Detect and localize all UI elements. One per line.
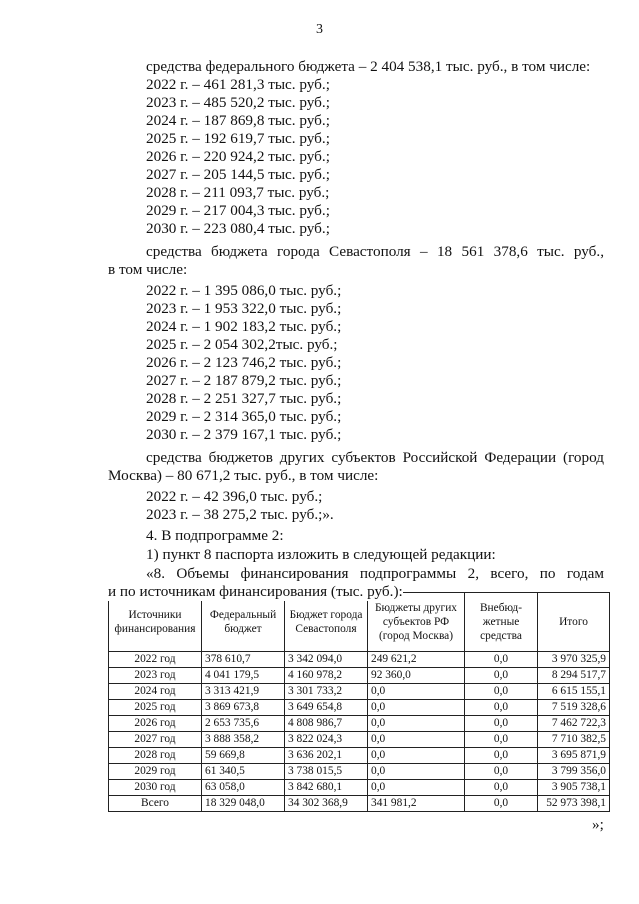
table-cell: 0,0	[465, 780, 538, 796]
federal-budget-header: средства федерального бюджета – 2 404 538,1 тыс. руб., в том числе:	[146, 58, 591, 75]
table-cell: 18 329 048,0	[202, 796, 285, 812]
federal-year-line: 2026 г. – 220 924,2 тыс. руб.;	[146, 148, 330, 165]
table-cell: 0,0	[368, 700, 465, 716]
table-cell: 61 340,5	[202, 764, 285, 780]
table-cell: 3 636 202,1	[285, 748, 368, 764]
sevastopol-budget-header-cont: в том числе:	[108, 261, 188, 278]
table-cell: 8 294 517,7	[538, 668, 610, 684]
table-cell: 341 981,2	[368, 796, 465, 812]
table-cell: 0,0	[368, 716, 465, 732]
other-year-line: 2022 г. – 42 396,0 тыс. руб.;	[146, 488, 323, 505]
table-cell: 3 869 673,8	[202, 700, 285, 716]
sevastopol-year-line: 2025 г. – 2 054 302,2тыс. руб.;	[146, 336, 338, 353]
table-row	[109, 780, 610, 796]
sevastopol-year-line: 2029 г. – 2 314 365,0 тыс. руб.;	[146, 408, 342, 425]
other-subjects-header-cont: Москва) – 80 671,2 тыс. руб., в том числе:	[108, 467, 379, 484]
table-cell: 59 669,8	[202, 748, 285, 764]
table-cell: 2025 год	[109, 700, 202, 716]
table-cell: 2027 год	[109, 732, 202, 748]
sevastopol-budget-header: средства бюджета города Севастополя – 18 561 378,6 тыс. руб.,	[146, 243, 604, 260]
federal-year-line: 2030 г. – 223 080,4 тыс. руб.;	[146, 220, 330, 237]
federal-year-line: 2024 г. – 187 869,8 тыс. руб.;	[146, 112, 330, 129]
table-row	[109, 684, 610, 700]
table-cell: 7 519 328,6	[538, 700, 610, 716]
table-cell: 0,0	[465, 652, 538, 668]
table-cell: 4 160 978,2	[285, 668, 368, 684]
section-heading-cont: и по источникам финансирования (тыс. руб.):	[108, 583, 403, 600]
table-cell: 0,0	[465, 732, 538, 748]
table-row	[109, 652, 610, 668]
table-cell: 3 695 871,9	[538, 748, 610, 764]
table-cell: 3 649 654,8	[285, 700, 368, 716]
financing-table	[108, 592, 610, 812]
table-cell: 4 041 179,5	[202, 668, 285, 684]
table-cell: 3 905 738,1	[538, 780, 610, 796]
header-sources: Источники финансирования	[109, 593, 202, 652]
table-cell: 3 888 358,2	[202, 732, 285, 748]
table-cell: 0,0	[465, 796, 538, 812]
table-row	[109, 764, 610, 780]
sevastopol-year-line: 2027 г. – 2 187 879,2 тыс. руб.;	[146, 372, 342, 389]
table-cell: 34 302 368,9	[285, 796, 368, 812]
table-cell: 0,0	[465, 748, 538, 764]
table-cell: 4 808 986,7	[285, 716, 368, 732]
federal-year-line: 2029 г. – 217 004,3 тыс. руб.;	[146, 202, 330, 219]
table-cell: 3 738 015,5	[285, 764, 368, 780]
table-cell: Всего	[109, 796, 202, 812]
table-cell: 7 462 722,3	[538, 716, 610, 732]
table-cell: 2026 год	[109, 716, 202, 732]
table-cell: 0,0	[368, 780, 465, 796]
table-cell: 3 301 733,2	[285, 684, 368, 700]
federal-year-line: 2025 г. – 192 619,7 тыс. руб.;	[146, 130, 330, 147]
table-cell: 3 342 094,0	[285, 652, 368, 668]
table-cell: 0,0	[465, 668, 538, 684]
table-cell: 249 621,2	[368, 652, 465, 668]
sevastopol-year-line: 2030 г. – 2 379 167,1 тыс. руб.;	[146, 426, 342, 443]
table-row	[109, 732, 610, 748]
table-cell: 0,0	[465, 684, 538, 700]
table-cell: 92 360,0	[368, 668, 465, 684]
header-total: Итого	[538, 593, 610, 652]
sevastopol-year-line: 2022 г. – 1 395 086,0 тыс. руб.;	[146, 282, 342, 299]
table-row	[109, 716, 610, 732]
table-cell: 3 970 325,9	[538, 652, 610, 668]
header-other-subjects: Бюджеты других субъектов РФ (город Москва)	[368, 593, 465, 652]
federal-year-line: 2023 г. – 485 520,2 тыс. руб.;	[146, 94, 330, 111]
sevastopol-year-line: 2026 г. – 2 123 746,2 тыс. руб.;	[146, 354, 342, 371]
federal-year-line: 2027 г. – 205 144,5 тыс. руб.;	[146, 166, 330, 183]
subprogram-item: 4. В подпрограмме 2:	[146, 527, 284, 544]
table-cell: 0,0	[368, 684, 465, 700]
table-cell: 0,0	[368, 748, 465, 764]
table-cell: 2028 год	[109, 748, 202, 764]
sevastopol-year-line: 2023 г. – 1 953 322,0 тыс. руб.;	[146, 300, 342, 317]
sevastopol-year-line: 2024 г. – 1 902 183,2 тыс. руб.;	[146, 318, 342, 335]
passport-item: 1) пункт 8 паспорта изложить в следующей редакции:	[146, 546, 496, 563]
page-number: 3	[316, 22, 323, 37]
table-cell: 3 799 356,0	[538, 764, 610, 780]
table-cell: 3 822 024,3	[285, 732, 368, 748]
table-cell: 7 710 382,5	[538, 732, 610, 748]
federal-year-line: 2022 г. – 461 281,3 тыс. руб.;	[146, 76, 330, 93]
header-extrabudgetary: Внебюд-жетные средства	[465, 593, 538, 652]
table-cell: 2024 год	[109, 684, 202, 700]
table-cell: 2023 год	[109, 668, 202, 684]
table-row	[109, 748, 610, 764]
section-heading: «8. Объемы финансирования подпрограммы 2, всего, по годам	[146, 565, 604, 582]
other-subjects-header: средства бюджетов других субъектов Российской Федерации (город	[146, 449, 604, 466]
table-cell: 52 973 398,1	[538, 796, 610, 812]
table-row	[109, 668, 610, 684]
table-cell: 2029 год	[109, 764, 202, 780]
table-cell: 63 058,0	[202, 780, 285, 796]
table-cell: 6 615 155,1	[538, 684, 610, 700]
header-sevastopol: Бюджет города Севастополя	[285, 593, 368, 652]
sevastopol-year-line: 2028 г. – 2 251 327,7 тыс. руб.;	[146, 390, 342, 407]
table-cell: 378 610,7	[202, 652, 285, 668]
table-cell: 3 313 421,9	[202, 684, 285, 700]
table-cell: 0,0	[368, 732, 465, 748]
table-cell: 0,0	[465, 716, 538, 732]
table-cell: 3 842 680,1	[285, 780, 368, 796]
federal-year-line: 2028 г. – 211 093,7 тыс. руб.;	[146, 184, 330, 201]
table-cell: 0,0	[465, 700, 538, 716]
table-header-row	[109, 593, 610, 652]
table-cell: 2 653 735,6	[202, 716, 285, 732]
table-cell: 0,0	[368, 764, 465, 780]
header-federal: Федеральный бюджет	[202, 593, 285, 652]
other-year-line: 2023 г. – 38 275,2 тыс. руб.;».	[146, 506, 334, 523]
table-row	[109, 700, 610, 716]
closing-mark: »;	[592, 816, 604, 833]
table-cell: 2030 год	[109, 780, 202, 796]
table-cell: 0,0	[465, 764, 538, 780]
table-cell: 2022 год	[109, 652, 202, 668]
table-row	[109, 796, 610, 812]
